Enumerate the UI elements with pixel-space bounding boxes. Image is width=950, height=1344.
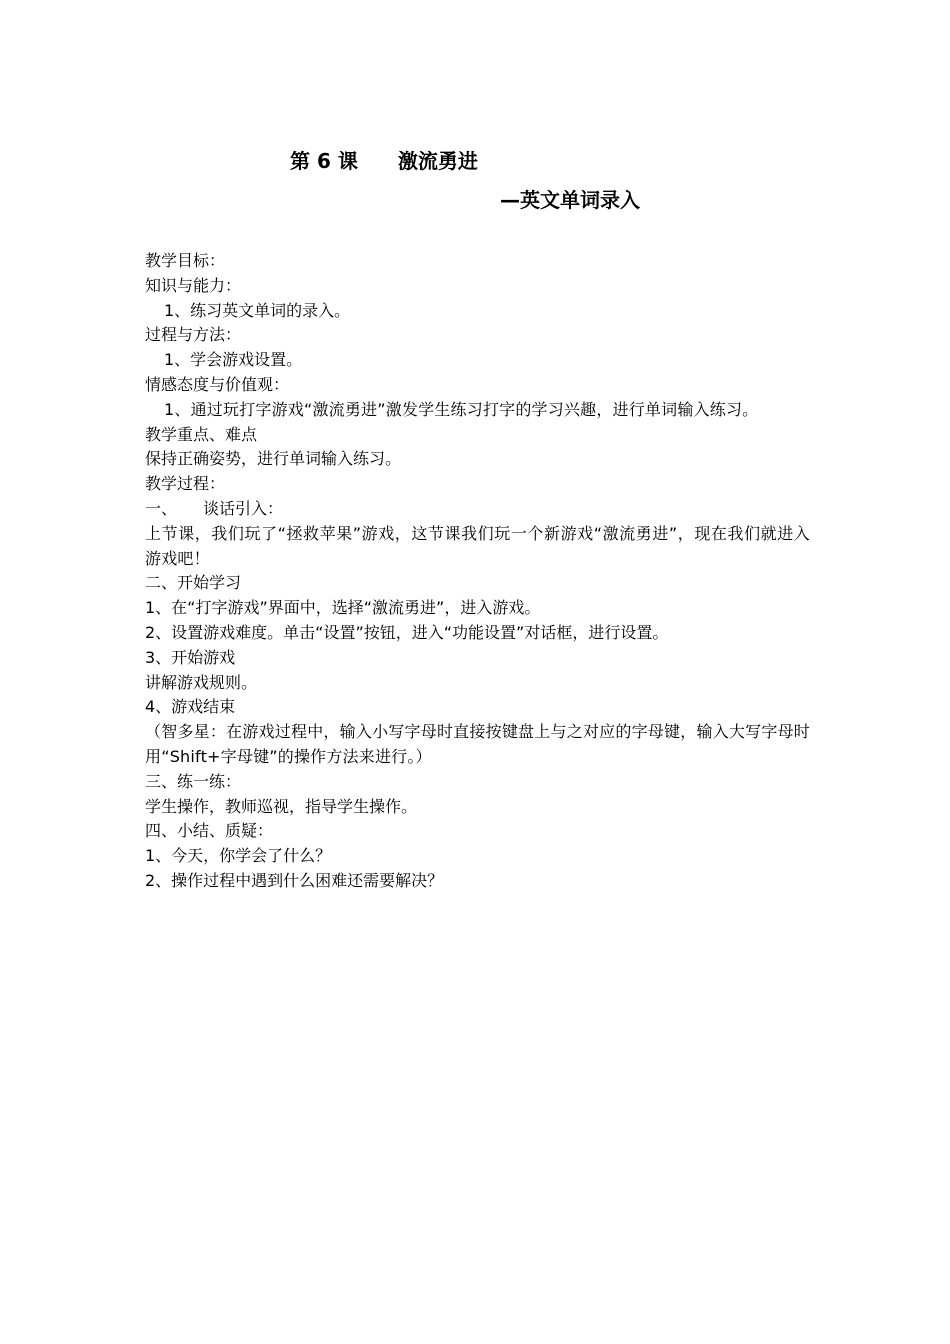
step-heading-summary: 四、小结、质疑： (145, 821, 274, 841)
subheading-attitude: 情感态度与价值观： (145, 374, 290, 394)
learning-item: 1、在“打字游戏”界面中，选择“激流勇进”，进入游戏。 (145, 598, 541, 618)
lesson-number: 第 6 课 (290, 149, 358, 173)
section-heading-process: 教学过程： (145, 474, 226, 494)
section-heading-key-points: 教学重点、难点 (145, 424, 258, 444)
lesson-body (145, 249, 810, 894)
lesson-name: 激流勇进 (397, 149, 478, 173)
summary-item: 2、操作过程中遇到什么困难还需要解决？ (145, 870, 444, 890)
subheading-process: 过程与方法： (145, 325, 242, 345)
objective-item: 1、学会游戏设置。 (164, 350, 303, 370)
step-heading-practice: 三、练一练： (145, 771, 242, 791)
intro-text: 上节课，我们玩了“拯救苹果”游戏，这节课我们玩一个新游戏“激流勇进”，现在我们就进入游戏吧！ (145, 523, 810, 568)
objective-item: 1、练习英文单词的录入。 (164, 300, 351, 320)
subheading-knowledge: 知识与能力： (145, 275, 242, 295)
lesson-subtitle: —英文单词录入 (500, 188, 640, 212)
step-heading-intro (145, 497, 810, 522)
practice-text: 学生操作，教师巡视，指导学生操作。 (145, 796, 418, 816)
learning-item: 2、设置游戏难度。单击“设置”按钮，进入“功能设置”对话框，进行设置。 (145, 622, 669, 642)
objective-item: 1、通过玩打字游戏“激流勇进”激发学生练习打字的学习兴趣，进行单词输入练习。 (164, 399, 759, 419)
step-heading-learning: 二、开始学习 (145, 573, 242, 593)
summary-item: 1、今天，你学会了什么？ (145, 846, 332, 866)
lesson-title (290, 147, 478, 175)
learning-item: 4、游戏结束 (145, 697, 236, 717)
learning-item: 讲解游戏规则。 (145, 672, 258, 692)
section-heading-objectives: 教学目标： (145, 251, 226, 270)
learning-item: 3、开始游戏 (145, 647, 236, 667)
step-title: 谈话引入： (203, 498, 284, 518)
tip-text: （智多星：在游戏过程中，输入小写字母时直接按键盘上与之对应的字母键，输入大写字母时用“Shift+字母键”的操作方法来进行。） (145, 722, 810, 766)
key-points-text: 保持正确姿势，进行单词输入练习。 (145, 449, 402, 469)
step-number: 一、 (145, 498, 178, 518)
